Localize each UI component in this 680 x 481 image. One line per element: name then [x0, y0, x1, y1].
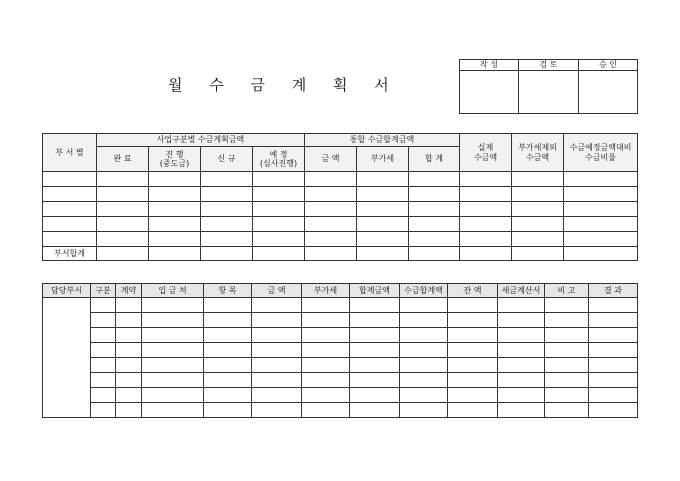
approval-header-review: 검 토 [519, 60, 579, 71]
col-total-amount: 합계금액 [350, 284, 400, 298]
table-row [43, 172, 638, 187]
table-row [43, 298, 638, 313]
table-row [43, 373, 638, 388]
business-group-header: 사업구분별 수금계획금액 [97, 134, 305, 147]
col-payer: 입 금 처 [142, 284, 204, 298]
planned-header: 예 정 (심사진행) [253, 147, 305, 172]
table-row [43, 187, 638, 202]
col-contract: 계약 [116, 284, 142, 298]
plan-body [43, 172, 638, 261]
approval-sign-author[interactable] [460, 71, 519, 114]
approval-sign-review[interactable] [519, 71, 579, 114]
col-category: 구분 [91, 284, 116, 298]
dept-header: 부 서 별 [43, 134, 97, 172]
col-vat: 부가세 [302, 284, 350, 298]
col-balance: 잔 액 [448, 284, 498, 298]
table-row [43, 358, 638, 373]
document-title: 월 수 금 계 획 서 [168, 76, 400, 94]
new-header: 신 규 [201, 147, 253, 172]
col-dept: 담당부서 [43, 284, 91, 298]
collection-plan-table [42, 133, 638, 261]
collection-ratio-header: 수금예정금액대비 수금비율 [564, 134, 638, 172]
table-row [43, 202, 638, 217]
collection-detail-table [42, 283, 638, 418]
actual-collection-header: 실제 수금액 [460, 134, 512, 172]
approval-box [459, 59, 638, 114]
table-row [43, 388, 638, 403]
total-group-header: 통합 수금합계금액 [305, 134, 460, 147]
table-row [43, 343, 638, 358]
dept-merged-cell[interactable] [43, 298, 91, 418]
col-result: 결 과 [589, 284, 638, 298]
approval-sign-approve[interactable] [579, 71, 638, 114]
vat-excluded-header: 부가세제외 수금액 [512, 134, 564, 172]
table-row [43, 217, 638, 232]
table-row [43, 328, 638, 343]
sum-header: 합 계 [409, 147, 460, 172]
col-item: 항 목 [204, 284, 252, 298]
table-row [43, 403, 638, 418]
approval-header-author: 작 성 [460, 60, 519, 71]
dept-total-row [43, 247, 638, 261]
amount-header: 금 액 [305, 147, 357, 172]
approval-header-approve: 승 인 [579, 60, 638, 71]
completed-header: 완 료 [97, 147, 149, 172]
col-remarks: 비 고 [545, 284, 589, 298]
col-amount: 금 액 [252, 284, 302, 298]
col-tax-invoice: 세금계산서 [498, 284, 545, 298]
progress-header: 진 행 (중도금) [149, 147, 201, 172]
table-row [43, 232, 638, 247]
table-row [43, 313, 638, 328]
dept-total-label: 부서합계 [43, 247, 97, 261]
vat-header: 부가세 [357, 147, 409, 172]
col-collected-total: 수금합계액 [400, 284, 448, 298]
